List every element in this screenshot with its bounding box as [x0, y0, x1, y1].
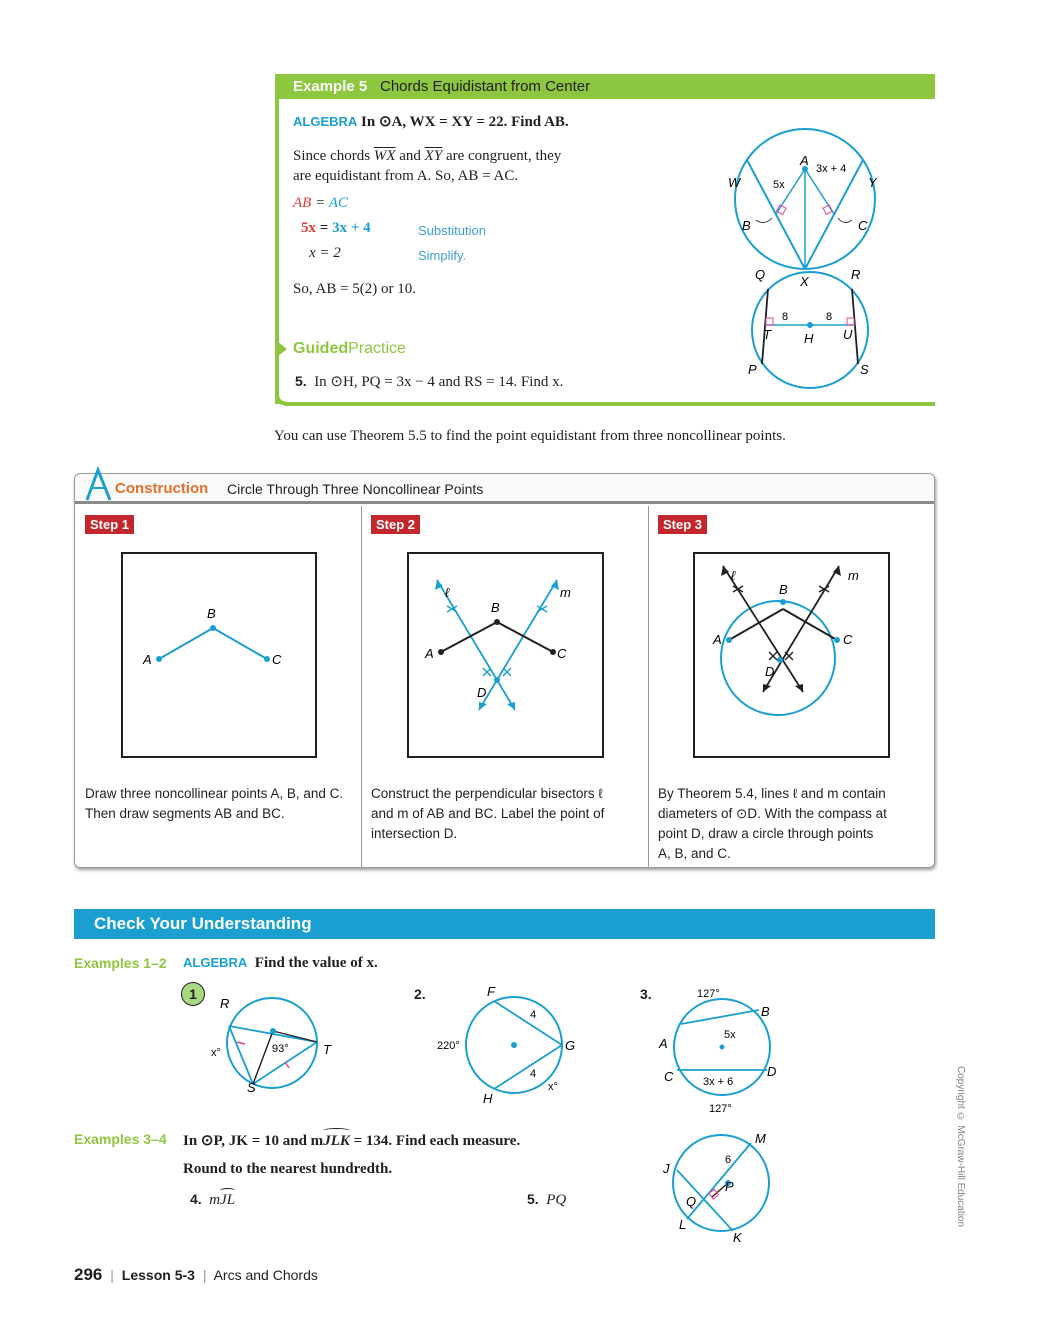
question-5: 5. PQ	[527, 1191, 567, 1208]
svg-text:P: P	[748, 362, 757, 377]
svg-text:A: A	[425, 646, 434, 661]
svg-text:220°: 220°	[437, 1040, 460, 1052]
question-4-5-figure	[655, 1125, 785, 1245]
svg-text:C: C	[272, 652, 282, 667]
svg-text:A: A	[659, 1036, 668, 1051]
construction-title: Circle Through Three Noncollinear Points	[227, 481, 484, 497]
svg-text:m: m	[848, 568, 859, 583]
page-number: 296	[74, 1265, 103, 1284]
svg-text:L: L	[679, 1217, 687, 1232]
svg-text:U: U	[843, 327, 853, 342]
lesson-topic: Arcs and Chords	[213, 1267, 318, 1283]
examples-3-4-ref: Examples 3–4	[74, 1131, 167, 1147]
example-5-box	[275, 74, 935, 408]
svg-text:C: C	[557, 646, 567, 661]
question-3-num: 3.	[640, 986, 652, 1002]
step-3-tag: Step 3	[658, 515, 707, 534]
svg-text:127°: 127°	[709, 1103, 732, 1115]
step-2-tag: Step 2	[371, 515, 420, 534]
svg-text:ℓ: ℓ	[445, 585, 450, 600]
label-x: X	[800, 274, 809, 289]
svg-text:4: 4	[530, 1009, 537, 1021]
example-bottom-rule	[275, 394, 935, 408]
svg-text:M: M	[755, 1131, 766, 1146]
guided-practice-heading: GuidedPractice	[277, 340, 406, 358]
step-1-text: Draw three noncollinear points A, B, and C. Then draw segments AB and BC.	[85, 786, 344, 821]
step-2-column	[362, 506, 648, 867]
lesson-label: Lesson 5-3	[121, 1267, 195, 1283]
svg-text:B: B	[761, 1004, 770, 1019]
example-conclusion: So, AB = 5(2) or 10.	[293, 281, 417, 297]
svg-text:H: H	[804, 331, 814, 346]
svg-text:8: 8	[826, 311, 833, 323]
circle-h-figure	[735, 264, 885, 394]
construction-header	[75, 474, 934, 504]
step-2-figure	[407, 552, 604, 758]
svg-text:ℓ: ℓ	[731, 568, 736, 583]
question-2-num: 2.	[414, 986, 426, 1002]
svg-text:S: S	[247, 1080, 256, 1095]
work-step-1: AB = AC	[293, 195, 348, 211]
svg-text:B: B	[207, 606, 216, 621]
svg-text:T: T	[323, 1042, 331, 1057]
svg-text:x°: x°	[548, 1081, 558, 1093]
svg-text:J: J	[663, 1161, 670, 1176]
example-label: Example 5	[293, 78, 368, 95]
svg-text:T: T	[763, 327, 771, 342]
instruction-1: ALGEBRA Find the value of x.	[183, 955, 378, 971]
svg-text:D: D	[765, 664, 775, 679]
label-b: B	[742, 218, 751, 233]
work-note-substitution: Substitution	[418, 223, 486, 238]
svg-text:6: 6	[725, 1154, 732, 1166]
svg-text:5x: 5x	[724, 1029, 736, 1041]
example-explanation: Since chords $\overline{WX}$ and $\overline{XY}$ are congruent, they are equidistant from A. So, AB = AC.	[293, 148, 562, 184]
copyright-note: Copyright © McGraw-Hill Education	[955, 1066, 966, 1228]
svg-text:G: G	[565, 1038, 576, 1053]
svg-text:F: F	[487, 984, 495, 999]
svg-text:R: R	[220, 996, 230, 1011]
check-title: Check Your Understanding	[94, 914, 312, 933]
guided-practice-5: 5. In ⊙H, PQ = 3x − 4 and RS = 14. Find x.	[295, 373, 564, 390]
label-y: Y	[868, 175, 877, 190]
example-5-header	[275, 74, 935, 99]
svg-text:Q: Q	[686, 1194, 697, 1209]
svg-text:4: 4	[530, 1068, 537, 1080]
svg-text:D: D	[477, 685, 487, 700]
label-a: A	[800, 153, 809, 168]
svg-text:B: B	[491, 600, 500, 615]
construction-box	[74, 473, 935, 868]
page-footer: 296 | Lesson 5-3 | Arcs and Chords	[74, 1265, 318, 1284]
svg-text:127°: 127°	[697, 988, 720, 1000]
check-understanding-banner	[74, 909, 935, 939]
step-3-column	[649, 506, 934, 867]
label-5x: 5x	[773, 179, 785, 191]
question-4: 4. m JL	[190, 1191, 235, 1209]
question-3-figure	[655, 982, 785, 1117]
svg-text:Q: Q	[755, 267, 766, 282]
instruction-2: In ⊙P, JK = 10 and m JLK = 134. Find each measure.	[183, 1131, 520, 1150]
svg-text:H: H	[483, 1091, 493, 1106]
step-3-figure	[693, 552, 890, 758]
svg-text:P: P	[725, 1179, 734, 1194]
label-3x4: 3x + 4	[816, 163, 847, 175]
label-c: C	[858, 218, 868, 233]
work-step-3: x = 2	[309, 245, 341, 261]
svg-text:S: S	[860, 362, 869, 377]
step-3-text: By Theorem 5.4, lines ℓ and m contain diameters of ⊙D. With the compass at point D, draw a circle through points A, B, and C.	[658, 786, 887, 861]
question-1-figure	[205, 990, 345, 1095]
step-1-column	[75, 506, 361, 867]
example-problem: ALGEBRA In ⊙A, WX = XY = 22. Find AB.	[293, 114, 569, 130]
svg-text:C: C	[843, 632, 853, 647]
svg-text:A: A	[713, 632, 722, 647]
label-w: W	[728, 175, 741, 190]
svg-text:D: D	[767, 1064, 777, 1079]
step-1-tag: Step 1	[85, 515, 134, 534]
svg-text:x°: x°	[211, 1047, 221, 1059]
construction-label: Construction	[115, 480, 209, 497]
step-1-figure	[121, 552, 317, 758]
svg-text:R: R	[851, 267, 861, 282]
svg-text:B: B	[779, 582, 788, 597]
question-1-badge: 1	[181, 982, 205, 1006]
svg-text:K: K	[733, 1230, 742, 1245]
example-title: Chords Equidistant from Center	[380, 78, 591, 95]
svg-text:A: A	[143, 652, 152, 667]
intro-line: You can use Theorem 5.5 to find the point equidistant from three noncollinear points.	[274, 428, 786, 444]
question-2-figure	[430, 982, 590, 1107]
svg-text:93°: 93°	[272, 1043, 289, 1055]
svg-text:3x + 6: 3x + 6	[703, 1076, 734, 1088]
work-step-2: 5x = 3x + 4	[301, 220, 371, 236]
step-2-text: Construct the perpendicular bisectors ℓ and m of AB and BC. Label the point of intersection D.	[371, 786, 605, 841]
compass-icon	[83, 466, 115, 506]
svg-text:m: m	[560, 585, 571, 600]
svg-text:C: C	[664, 1069, 674, 1084]
work-note-simplify: Simplify.	[418, 248, 467, 263]
examples-1-2-ref: Examples 1–2	[74, 955, 167, 971]
svg-text:8: 8	[782, 311, 789, 323]
arrow-icon	[277, 341, 289, 357]
instruction-3: Round to the nearest hundredth.	[183, 1161, 393, 1177]
